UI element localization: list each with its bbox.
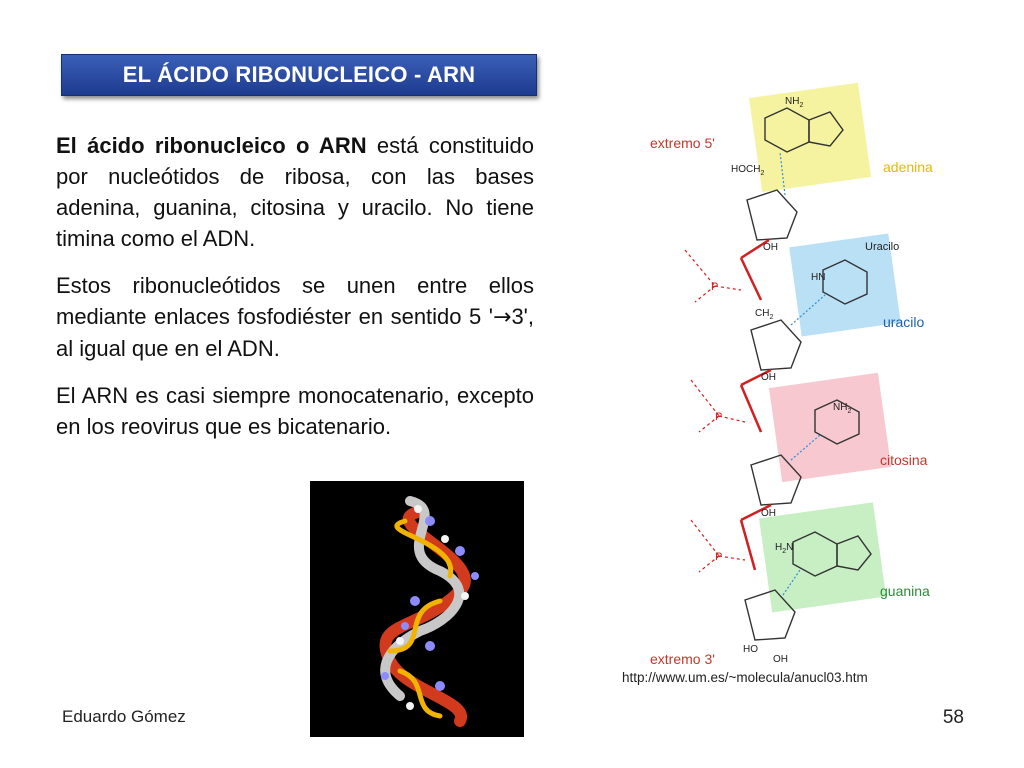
paragraph-1-bold: El ácido ribonucleico o ARN [56, 133, 367, 158]
atom-nh2-2: $NH_2$ [833, 402, 852, 415]
label-guanina: guanina [880, 583, 930, 599]
rna-strand-diagram [615, 80, 975, 690]
page-number: 58 [942, 707, 964, 728]
atom-nh2: $NH_2$ [785, 96, 804, 109]
paragraph-1-rest: está constituido por nucleótidos de ribosa, con las bases adenina, guanina, citosina y uracilo. No tiene timina como el ADN. [56, 133, 535, 251]
label-citosina: citosina [880, 452, 928, 468]
slide-title-banner [61, 54, 537, 96]
paragraph-3: El ARN es casi siempre monocatenario, excepto en los reovirus que es bicatenario. [56, 383, 534, 439]
atom-oh-2: OH [761, 372, 776, 383]
paragraph-1 [56, 130, 534, 254]
label-adenina: adenina [883, 159, 933, 175]
atom-hn: HN [811, 272, 826, 283]
citosina-box [769, 373, 891, 482]
phosphorus-label: P [711, 281, 719, 293]
guanina-box [759, 502, 886, 612]
paragraph-2 [56, 270, 534, 364]
slide-title: EL ÁCIDO RIBONUCLEICO - ARN [122, 62, 476, 87]
rna-structure-diagram [615, 80, 975, 690]
footer-author: Eduardo Gómez [62, 707, 186, 726]
atom-oh-4: OH [773, 654, 788, 665]
body-text [56, 130, 534, 458]
phosphorus-label: P [715, 411, 723, 423]
arrow-right-icon: → [493, 305, 512, 330]
atom-ho: HO [743, 644, 758, 655]
atom-hoch2: $HOCH_2$ [731, 164, 765, 177]
label-uracilo-header: Uracilo [865, 241, 900, 253]
label-extremo-5: extremo 5' [650, 135, 715, 151]
phosphorus-label: P [715, 551, 723, 563]
atom-oh-3: OH [761, 508, 776, 519]
adenina-box [749, 83, 871, 192]
phosphate-labels [711, 281, 722, 563]
atom-ch2: $CH_2$ [755, 308, 774, 321]
label-extremo-3: extremo 3' [650, 651, 715, 667]
rna-3d-model-icon [310, 481, 524, 737]
atom-h2n: $H_2N$ [775, 542, 794, 555]
source-url: http://www.um.es/~molecula/anucl03.htm [622, 670, 868, 685]
rna-3d-model-image [310, 481, 524, 737]
paragraph-2-start: Estos ribonucleótidos se unen entre ellos mediante enlaces fosfodiéster en sentido 5 ' [56, 273, 534, 329]
paragraph-2-end: 3', al igual que en el ADN. [56, 304, 534, 361]
atom-oh: OH [763, 242, 778, 253]
label-uracilo: uracilo [883, 314, 925, 330]
